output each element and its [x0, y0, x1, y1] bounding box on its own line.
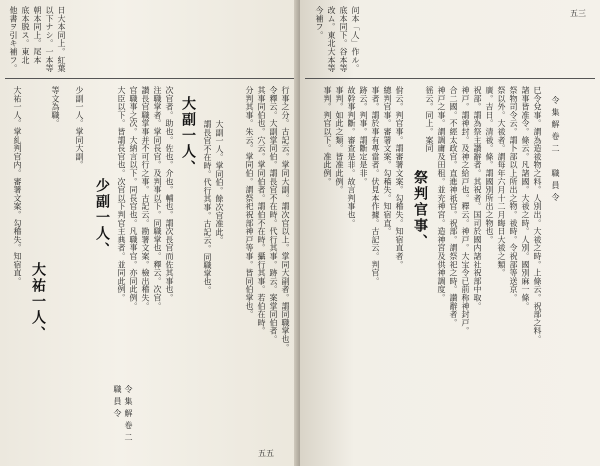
- right-col-17: 事判。判官以下。准此例。: [323, 86, 332, 186]
- left-col-5: 大副一人。掌同伯。餘次官准此。: [215, 120, 224, 245]
- heading-han-kanji: 祭判官事、: [412, 170, 428, 250]
- right-col-10: 徭云。同上。案同: [425, 86, 434, 153]
- right-page: [300, 0, 600, 466]
- heading-sho-fuku: 少副一人、: [94, 178, 110, 258]
- left-col-3: 其事同伯也。穴云。掌同伯者。謂伯不在時。攝行其事。若伯在時。: [257, 86, 266, 335]
- left-sidenote-4: 以下ナシ。一本等: [45, 6, 54, 73]
- left-page-number: 五五: [258, 449, 274, 458]
- left-sidenote-3: 朝本同上。尾本: [33, 6, 42, 65]
- right-sidenote-2: 改ム。東北大本等: [327, 6, 336, 73]
- right-col-9: 神戸之事。謂調庸及田租。並充神宮。造神宮及供神調度。: [437, 86, 446, 302]
- right-sidenote-3: 底本同下。谷本等: [339, 6, 348, 73]
- right-col-1: 巳令兌事。謂為造祓物之料。人別出。大祓之時。上條云。祝部之料。: [533, 86, 542, 344]
- right-page-number: 五三: [570, 9, 586, 18]
- right-col-12: 總判官事。審署文案。勾稽失。知宿直。: [383, 86, 392, 236]
- left-col-12: 少副一人。掌同大副。: [75, 86, 84, 169]
- left-col-6: 謂長官不在時。代行其事。古記云。同職掌也。: [203, 120, 212, 295]
- heading-dai-fuku: 大副一人、: [180, 96, 196, 176]
- right-col-11: 佾云。判官事。謂審署文案。勾稽失。知宿直者。: [395, 86, 404, 269]
- left-col-8: 注職掌者。掌同長官。及判事以下。同職掌也。釋云。次官。: [153, 86, 162, 311]
- left-col-13: 大祐一人。掌糺判官内。審署文案。勾稽失。知宿直。: [13, 86, 22, 286]
- left-sidenote-5: 日大本同上。紅葉: [57, 6, 66, 73]
- right-col-5: 廣。吉日。清祓。條。謂國別所出之物也。: [485, 86, 494, 244]
- right-sidenote-4: 问本「人」作ル。: [351, 6, 360, 73]
- right-running-head: 令集解卷二 職員令: [551, 96, 560, 205]
- right-col-8: 合二國。不經太政官。直進神祇官。祝部。謂祭祀之時。讃辭者。: [449, 86, 458, 327]
- right-sidenote-1: 今補フ。: [315, 6, 324, 40]
- right-col-3: 祭物司令云。謂卜部以上所出之物。祓時。令祝部等送京。: [509, 86, 518, 302]
- left-col-14: 等文為職。: [51, 86, 60, 128]
- right-col-4: 祭以外。大祓者。謂每年六月十二月晦日大祓之類。: [497, 86, 506, 277]
- right-col-7: 神戸。謂神封。及神之給戸也。釋云。神戸。大宝令已前称神封戸。: [461, 86, 470, 335]
- right-col-6: 祝部。謂為祭主讃辭者。其祝者。国司於國内諸社祝部中取。: [473, 86, 482, 311]
- left-col-4: 分判其事。朱云。掌同伯。謂祭祀祝部神戸等事。皆同伯掌也。: [245, 86, 254, 319]
- left-header-rule: [5, 78, 295, 79]
- heading-dai-yu: 大祐一人、: [30, 262, 46, 342]
- left-col-10: 官職事之次。大納言以下。同長官也。凡職事官。亦同此例。: [129, 86, 138, 311]
- left-col-7: 次官者。助也。佐也。介也。輔也。謂次長官而佐其事也。: [165, 86, 174, 302]
- right-header-rule: [305, 78, 595, 79]
- left-sidenote-2: 底本脱ス。東北: [21, 6, 30, 65]
- right-col-2: 諸事皆准令。條云。凡諸國。大祓之時。人別。國別麻一條。: [521, 86, 530, 311]
- left-sidenote-1: 他書ヲ引キ補フ。: [9, 6, 18, 73]
- left-col-1: 行事之分。古記云。掌同大副。謂次官以上。掌同大副者。謂同職掌也。: [281, 86, 290, 352]
- right-col-15: 故幹事判斷。審查是非。故言判事也。: [347, 86, 356, 228]
- right-col-16: 事判。如此之類。皆准此例。: [335, 86, 344, 194]
- right-col-14: 跡云。判事。謂斷定是非。: [359, 86, 368, 186]
- right-col-13: 事者。謂於事有專當者。伏見本作據。古記云。判官。: [371, 86, 380, 286]
- left-col-11: 大臣以下。皆謂長官也。次官以下判官主典者。並同此例。: [117, 86, 126, 302]
- left-running-head: 令集解卷二 職員令: [113, 385, 133, 445]
- left-col-9: 讃長官職掌事并不可行之事。古記云。勘署文案。檢出稽失。: [141, 86, 150, 311]
- left-col-2: 令釋云。大副掌同伯。謂長官不在時。代行其事。跡云。案掌同伯者。: [269, 86, 278, 344]
